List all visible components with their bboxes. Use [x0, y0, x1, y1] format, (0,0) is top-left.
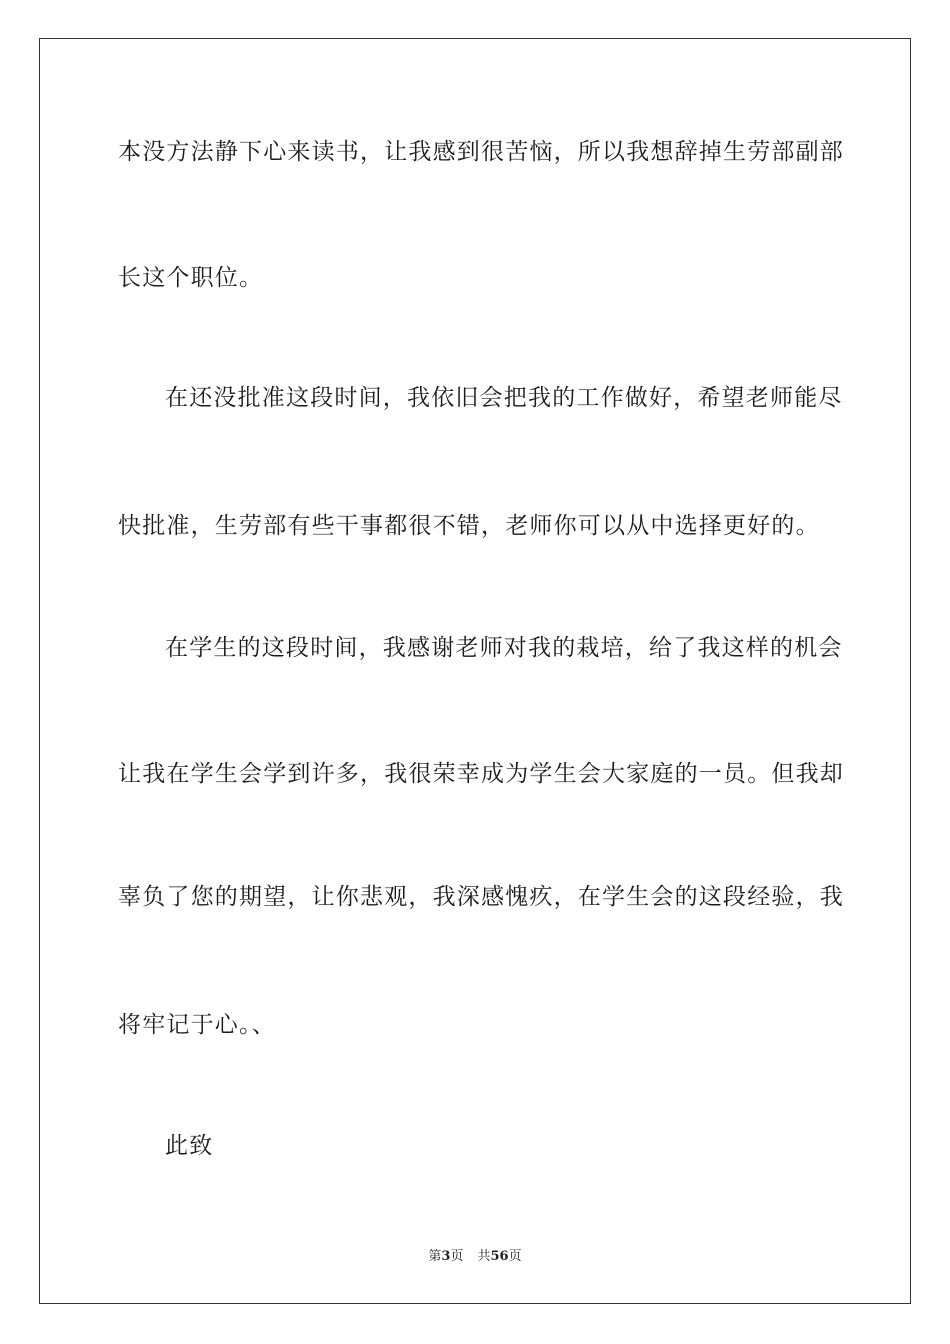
body-line-4: 快批准，生劳部有些干事都很不错，老师你可以从中选择更好的。 [118, 513, 820, 539]
body-line-6: 让我在学生会学到许多，我很荣幸成为学生会大家庭的一员。但我却 [118, 761, 844, 787]
body-line-7: 辜负了您的期望，让你悲观，我深感愧疚，在学生会的这段经验，我 [118, 884, 844, 910]
total-suffix: 页 [508, 1249, 522, 1264]
page-frame [39, 38, 911, 1304]
page-suffix: 页 [450, 1249, 464, 1264]
page-current: 3 [441, 1249, 451, 1264]
closing-salutation: 此致 [165, 1133, 214, 1159]
body-line-3: 在还没批准这段时间，我依旧会把我的工作做好，希望老师能尽 [165, 385, 843, 411]
page-total: 56 [490, 1249, 509, 1264]
body-line-8: 将牢记于心。、 [118, 1012, 276, 1038]
body-line-1: 本没方法静下心来读书，让我感到很苦恼，所以我想辞掉生劳部副部 [118, 139, 844, 165]
body-line-2: 长这个职位。 [118, 265, 264, 291]
page-footer [0, 1248, 950, 1266]
page-prefix: 第 [428, 1249, 442, 1264]
body-line-5: 在学生的这段时间，我感谢老师对我的栽培，给了我这样的机会 [165, 635, 843, 661]
total-prefix: 共 [477, 1249, 491, 1264]
